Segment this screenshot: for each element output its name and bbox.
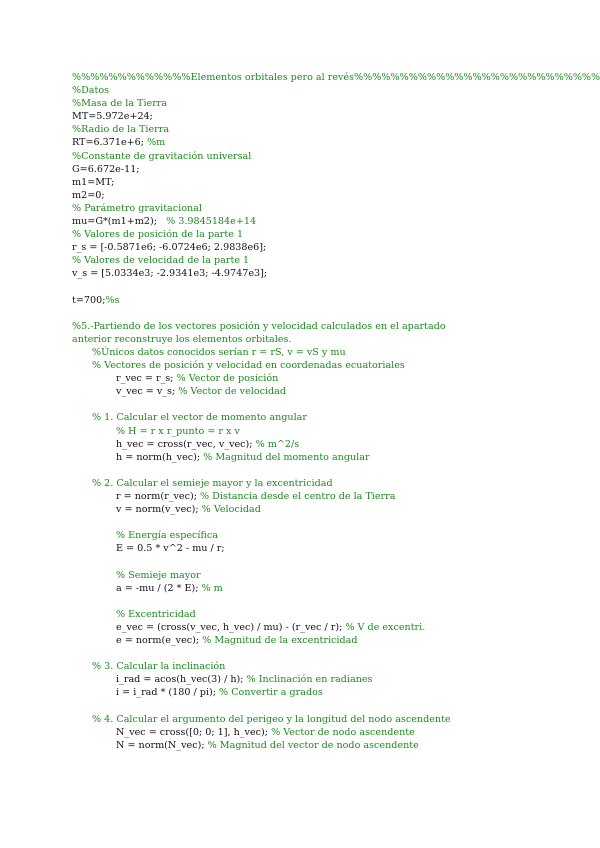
code-line — [72, 739, 572, 752]
code-line — [72, 503, 572, 516]
code-line — [72, 726, 572, 739]
code-statement: t=700; — [72, 294, 106, 306]
code-statement: h = norm(h_vec); — [116, 451, 204, 463]
blank-line — [72, 595, 572, 608]
code-line — [72, 451, 572, 464]
comment-line: %%%%%%%%%%%%%Elementos orbitales pero al revés%%%%%%%%%%%%%%%%%%%%%%%%%%% — [72, 72, 600, 83]
comment-line: % 3. Calcular la inclinación — [92, 661, 226, 673]
comment-line: % 4. Calcular el argumento del perigeo y la longitud del nodo ascendente — [92, 713, 451, 725]
code-line — [72, 621, 572, 634]
comment-line: % Parámetro gravitacional — [72, 202, 202, 214]
code-line — [72, 136, 572, 149]
comment-line: %Radio de la Tierra — [72, 124, 170, 136]
blank-line — [72, 516, 572, 529]
code-line — [72, 634, 572, 647]
blank-line — [72, 555, 572, 568]
comment-line: %5.-Partiendo de los vectores posición y velocidad calculados en el apartado — [72, 320, 446, 332]
comment-line: % 2. Calcular el semieje mayor y la excentricidad — [92, 477, 333, 489]
code-statement: m2=0; — [72, 189, 105, 201]
code-line — [72, 438, 572, 451]
blank-line — [72, 281, 572, 294]
inline-comment: % m — [201, 582, 223, 594]
inline-comment: % V de excentri. — [345, 621, 426, 633]
code-statement: RT=6.371e+6; — [72, 137, 148, 149]
blank-line — [72, 464, 572, 477]
code-statement: i = i_rad * (180 / pi); — [116, 687, 220, 699]
inline-comment: % Vector de nodo ascendente — [271, 726, 415, 738]
inline-comment: % Magnitud del momento angular — [203, 451, 370, 463]
code-statement: a = -mu / (2 * E); — [116, 582, 202, 594]
code-line — [72, 686, 572, 699]
comment-line: % Energía específica — [116, 530, 218, 542]
inline-comment: % Inclinación en radianes — [246, 674, 373, 686]
code-line — [72, 673, 572, 686]
inline-comment: % Magnitud de la excentricidad — [202, 635, 358, 647]
comment-line: % H = r x r_punto = r x v — [116, 425, 240, 437]
comment-line: % Valores de velocidad de la parte 1 — [72, 255, 250, 267]
comment-line: %Únicos datos conocidos serían r = rS, v = vS y mu — [92, 346, 346, 358]
blank-line — [72, 647, 572, 660]
code-line — [72, 490, 572, 503]
blank-line — [72, 398, 572, 411]
code-statement: e_vec = (cross(v_vec, h_vec) / mu) - (r_vec / r); — [116, 621, 346, 633]
inline-comment: % Convertir a grados — [219, 687, 323, 699]
comment-line: % Vectores de posición y velocidad en coordenadas ecuatoriales — [92, 360, 405, 372]
comment-line: % Semieje mayor — [116, 569, 201, 581]
code-line — [72, 582, 572, 595]
code-statement: h_vec = cross(r_vec, v_vec); — [116, 438, 256, 450]
code-statement: i_rad = acos(h_vec(3) / h); — [116, 674, 247, 686]
code-line — [72, 542, 572, 555]
code-statement: r_vec = r_s; — [116, 373, 177, 385]
code-statement: E = 0.5 * v^2 - mu / r; — [116, 543, 225, 555]
code-statement: e = norm(e_vec); — [116, 635, 203, 647]
blank-line — [72, 307, 572, 320]
comment-line: %Datos — [72, 85, 110, 97]
inline-comment: % Distancia desde el centro de la Tierra — [199, 491, 396, 502]
code-statement: v_s = [5.0334e3; -2.9341e3; -4.9747e3]; — [72, 268, 268, 280]
matlab-code-listing — [72, 71, 600, 752]
code-statement: v_vec = v_s; — [116, 386, 179, 398]
comment-line: % 1. Calcular el vector de momento angular — [92, 412, 307, 424]
code-statement: r_s = [-0.5871e6; -6.0724e6; 2.9838e6]; — [72, 242, 267, 254]
code-line — [72, 215, 572, 228]
code-statement: m1=MT; — [72, 176, 115, 188]
inline-comment: % Vector de posición — [176, 373, 279, 385]
code-line — [72, 385, 572, 398]
code-statement: G=6.672e-11; — [72, 163, 140, 175]
inline-comment: %m — [147, 137, 166, 149]
inline-comment: % Vector de velocidad — [178, 386, 287, 398]
comment-line: anterior reconstruye los elementos orbitales. — [72, 333, 292, 345]
inline-comment: % m^2/s — [255, 438, 300, 450]
comment-line: % Excentricidad — [116, 608, 196, 620]
inline-comment: % Magnitud del vector de nodo ascendente — [207, 739, 419, 751]
comment-line: %Constante de gravitación universal — [72, 150, 252, 162]
code-line — [72, 372, 572, 385]
code-line — [72, 176, 572, 189]
code-line — [72, 241, 572, 254]
inline-comment: % Velocidad — [201, 504, 261, 516]
code-line — [72, 267, 572, 280]
code-line — [72, 110, 572, 123]
code-line — [72, 163, 572, 176]
inline-comment: %s — [105, 294, 120, 306]
comment-line: % Valores de posición de la parte 1 — [72, 229, 244, 241]
code-statement: v = norm(v_vec); — [116, 504, 202, 516]
inline-comment: % 3.9845184e+14 — [166, 216, 257, 228]
comment-line: %Masa de la Tierra — [72, 98, 168, 110]
code-line — [72, 294, 572, 307]
code-statement: N_vec = cross([0; 0; 1], h_vec); — [116, 726, 272, 738]
code-statement: MT=5.972e+24; — [72, 111, 153, 123]
code-statement: r = norm(r_vec); — [116, 491, 200, 502]
code-statement: mu=G*(m1+m2); — [72, 216, 167, 228]
blank-line — [72, 700, 572, 713]
code-statement: N = norm(N_vec); — [116, 739, 208, 751]
code-line — [72, 189, 572, 202]
